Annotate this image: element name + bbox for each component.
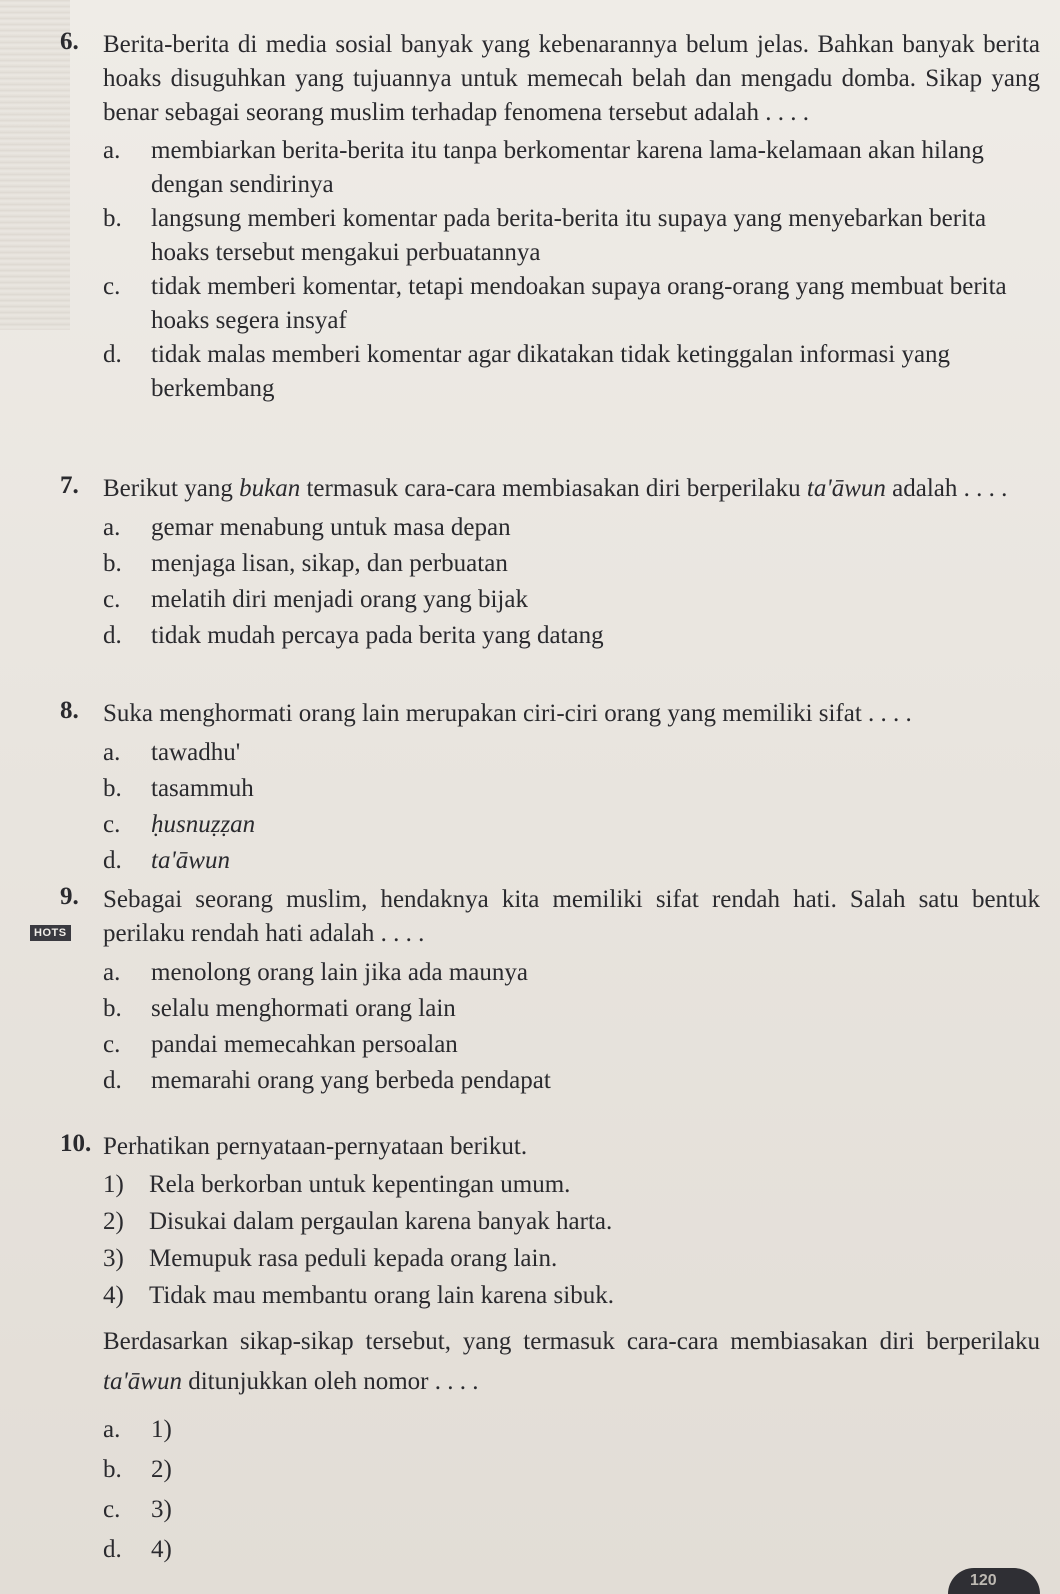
page-number-tab: 120 <box>948 1568 1040 1594</box>
option-c[interactable]: c. pandai memecahkan persoalan <box>103 1031 458 1058</box>
question-6 <box>60 28 1040 406</box>
statement-item: 2) Disukai dalam pergaulan karena banyak harta. <box>103 1208 613 1235</box>
option-list <box>103 1410 1040 1570</box>
statement-item: 3) Memupuk rasa peduli kepada orang lain. <box>103 1245 558 1272</box>
option-c[interactable]: c. 3) <box>103 1496 172 1523</box>
option-b[interactable]: b. tasammuh <box>103 775 254 802</box>
question-stem: Berikut yang bukan termasuk cara-cara membiasakan diri berperilaku ta'āwun adalah . . . . <box>103 475 1008 502</box>
question-number: 8. <box>60 697 79 724</box>
question-stem: Sebagai seorang muslim, hendaknya kita memiliki sifat rendah hati. Salah satu bentuk perilaku rendah hati adalah . . . . <box>103 886 1040 947</box>
statement-item: 1) Rela berkorban untuk kepentingan umum. <box>103 1171 571 1198</box>
option-d[interactable]: d. ta'āwun <box>103 847 230 874</box>
question-followup: Berdasarkan sikap-sikap tersebut, yang termasuk cara-cara membiasakan diri berperilaku ta'āwun ditunjukkan oleh nomor . . . . <box>103 1328 1040 1395</box>
question-9 <box>60 883 1040 1099</box>
question-10 <box>60 1130 1040 1570</box>
question-stem: Suka menghormati orang lain merupakan ciri-ciri orang yang memiliki sifat . . . . <box>103 700 912 727</box>
question-number: 6. <box>60 28 79 55</box>
option-a[interactable]: a. membiarkan berita-berita itu tanpa berkomentar karena lama-kelamaan akan hilang dengan sendirinya <box>103 137 984 198</box>
question-number: 9. <box>60 883 79 910</box>
option-b[interactable]: b. selalu menghormati orang lain <box>103 995 456 1022</box>
option-b[interactable]: b. 2) <box>103 1456 172 1483</box>
hots-badge: HOTS <box>30 925 71 941</box>
option-c[interactable]: c. melatih diri menjadi orang yang bijak <box>103 586 528 613</box>
option-d[interactable]: d. 4) <box>103 1536 172 1563</box>
statement-item: 4) Tidak mau membantu orang lain karena sibuk. <box>103 1282 614 1309</box>
option-a[interactable]: a. menolong orang lain jika ada maunya <box>103 959 528 986</box>
option-a[interactable]: a. gemar menabung untuk masa depan <box>103 514 511 541</box>
option-a[interactable]: a. tawadhu' <box>103 739 241 766</box>
option-b[interactable]: b. menjaga lisan, sikap, dan perbuatan <box>103 550 508 577</box>
option-d[interactable]: d. tidak malas memberi komentar agar dikatakan tidak ketinggalan informasi yang berkembang <box>103 341 951 402</box>
option-c[interactable]: c. ḥusnuẓẓan <box>103 811 256 838</box>
option-list <box>103 510 1040 654</box>
statement-list <box>103 1166 1040 1314</box>
question-7 <box>60 472 1040 654</box>
option-b[interactable]: b. langsung memberi komentar pada berita-berita itu supaya yang menyebarkan berita hoaks tersebut mengakui perbuatannya <box>103 205 987 266</box>
question-number: 7. <box>60 472 79 499</box>
option-list <box>103 735 1040 879</box>
option-list <box>103 134 1040 406</box>
question-stem: Berita-berita di media sosial banyak yang kebenarannya belum jelas. Bahkan banyak berita hoaks disuguhkan yang tujuannya untuk memecah belah dan mengadu domba. Sikap yang benar sebagai seorang muslim terhadap fenomena tersebut adalah . . . . <box>103 31 1040 126</box>
option-d[interactable]: d. tidak mudah percaya pada berita yang datang <box>103 622 604 649</box>
question-stem: Perhatikan pernyataan-pernyataan berikut. <box>103 1133 528 1160</box>
option-d[interactable]: d. memarahi orang yang berbeda pendapat <box>103 1067 551 1094</box>
option-c[interactable]: c. tidak memberi komentar, tetapi mendoakan supaya orang-orang yang membuat berita hoaks segera insyaf <box>103 273 1007 334</box>
option-a[interactable]: a. 1) <box>103 1416 172 1443</box>
question-number: 10. <box>60 1130 92 1157</box>
question-8 <box>60 697 1040 879</box>
option-list <box>103 955 1040 1099</box>
